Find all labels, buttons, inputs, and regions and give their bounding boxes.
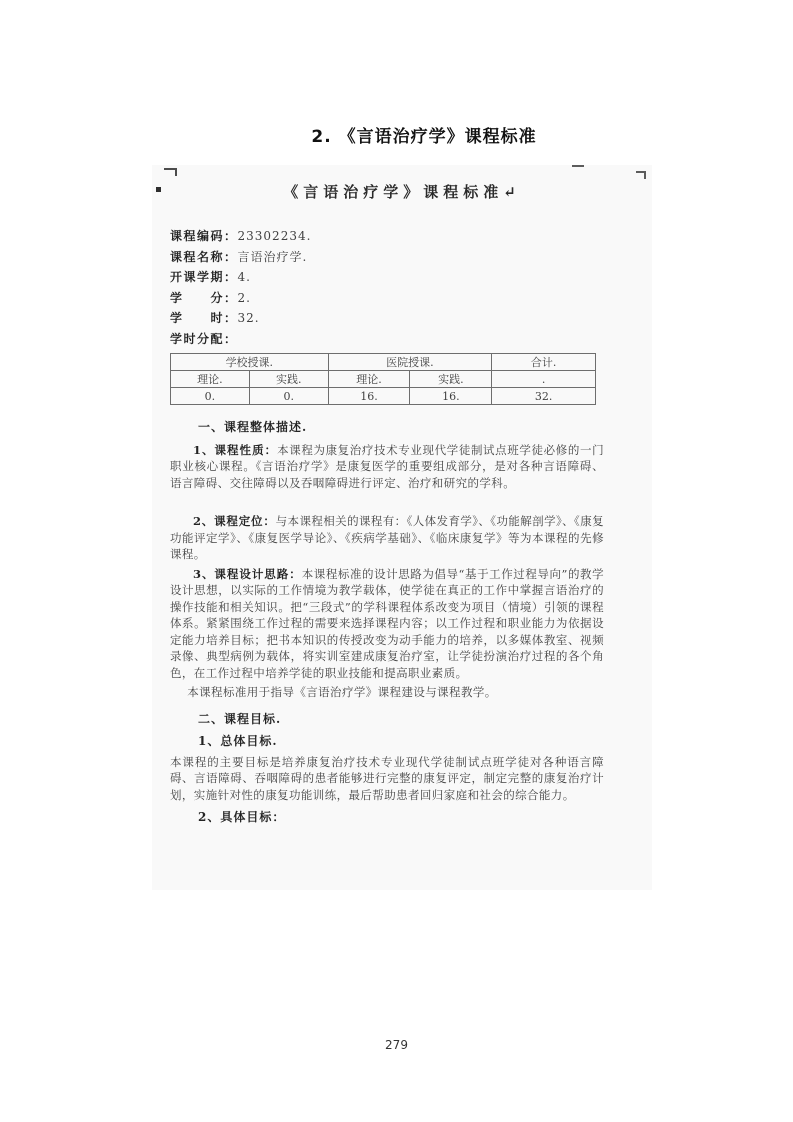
- section-heading-overview: 一、课程整体描述.: [198, 420, 308, 434]
- document-body: [152, 419, 652, 826]
- table-cell: 理论.: [328, 371, 410, 388]
- scan-artifact-corner-left: [164, 168, 177, 176]
- hours-table: [170, 353, 596, 405]
- meta-value: 4.: [237, 270, 251, 284]
- meta-value: 32.: [237, 311, 260, 325]
- para-standard-usage: 本课程标准用于指导《言语治疗学》课程建设与课程教学。: [187, 685, 497, 699]
- scan-document-title: 《言语治疗学》课程标准↵: [283, 183, 521, 201]
- para-overall-goal: 本课程的主要目标是培养康复治疗技术专业现代学徒制试点班学徒对各种语言障碍、言语障碍、吞咽障碍的患者能够进行完整的康复评定，制定完整的康复治疗计划，实施针对性的康复功能训练，最后帮助患者回归家庭和社会的综合能力。: [170, 754, 604, 802]
- table-cell: 理论.: [171, 371, 250, 388]
- table-row: [171, 354, 596, 371]
- meta-label: 课程名称：: [170, 249, 238, 264]
- subheading-specific-goal: 2、具体目标：: [198, 810, 286, 824]
- meta-hours: [170, 308, 652, 329]
- para-text: 本课程为康复治疗技术专业现代学徒制试点班学徒必修的一门职业核心课程。《言语治疗学》是康复医学的重要组成部分，是对各种言语障碍、语言障碍、交往障碍以及吞咽障碍进行评定、治疗和研究的学科。: [170, 442, 604, 490]
- para-text: 本课程标准的设计思路为倡导“基于工作过程导向”的教学设计思想，以实际的工作情境为教学载体，使学徒在真正的工作中掌握言语治疗的操作技能和相关知识。把“三段式”的学科课程体系改变为项目（情境）引领的课程体系。紧紧围绕工作过程的需要来选择课程内容；以工作过程和职业能力为依据设定能力培养目标；把书本知识的传授改变为动手能力的培养，以多媒体教室、视频录像、典型病例为载体，将实训室建成康复治疗室，让学徒扮演治疗过程的各个角色，在工作过程中培养学徒的职业技能和提高职业素质。: [170, 566, 605, 680]
- course-meta: [152, 226, 652, 349]
- table-cell: 实践.: [249, 371, 328, 388]
- table-cell: 0.: [171, 388, 250, 405]
- meta-semester: [170, 267, 652, 288]
- meta-course-code: [170, 226, 652, 247]
- table-cell: 32.: [492, 388, 596, 405]
- table-cell: 16.: [328, 388, 410, 405]
- para-course-design: [170, 566, 604, 682]
- meta-label: 学 分：: [170, 290, 238, 305]
- table-cell: 16.: [410, 388, 492, 405]
- meta-label: 学 时：: [170, 311, 238, 325]
- scan-artifact-corner-mid: [572, 165, 584, 172]
- scanned-document: [152, 165, 652, 890]
- para-course-nature: [170, 442, 604, 492]
- table-cell: 0.: [249, 388, 328, 405]
- meta-course-name: [170, 247, 652, 268]
- meta-value: 言语治疗学.: [237, 249, 308, 264]
- meta-credits: [170, 288, 652, 309]
- scan-artifact-square: [156, 187, 161, 192]
- table-cell: 实践.: [410, 371, 492, 388]
- meta-value: 23302234.: [237, 229, 312, 243]
- page-title: 2. 《言语治疗学》课程标准: [311, 127, 537, 147]
- subheading-overall-goal: 1、总体目标.: [198, 734, 278, 748]
- meta-value: 2.: [237, 290, 251, 305]
- para-lead: 2、课程定位：: [193, 514, 276, 528]
- page-number: 279: [385, 1038, 408, 1052]
- table-cell: 合计.: [492, 354, 596, 371]
- table-cell: 学校授课.: [171, 354, 329, 371]
- meta-label: 开课学期：: [170, 270, 238, 284]
- scan-artifact-corner-right: [636, 171, 646, 179]
- table-cell: .: [492, 371, 596, 388]
- para-lead: 1、课程性质：: [193, 442, 278, 457]
- section-heading-goals: 二、课程目标.: [198, 711, 282, 726]
- para-course-position: [170, 513, 604, 563]
- meta-label: 课程编码：: [170, 229, 238, 243]
- table-row: [171, 388, 596, 405]
- table-row: [171, 371, 596, 388]
- para-lead: 3、课程设计思路：: [193, 566, 302, 581]
- para-text: 与本课程相关的课程有：《人体发育学》、《功能解剖学》、《康复功能评定学》、《康复医学导论》、《疾病学基础》、《临床康复学》等为本课程的先修课程。: [170, 514, 605, 561]
- table-cell: 医院授课.: [328, 354, 492, 371]
- meta-label: 学时分配：: [170, 331, 238, 346]
- meta-hour-allocation: [170, 329, 652, 350]
